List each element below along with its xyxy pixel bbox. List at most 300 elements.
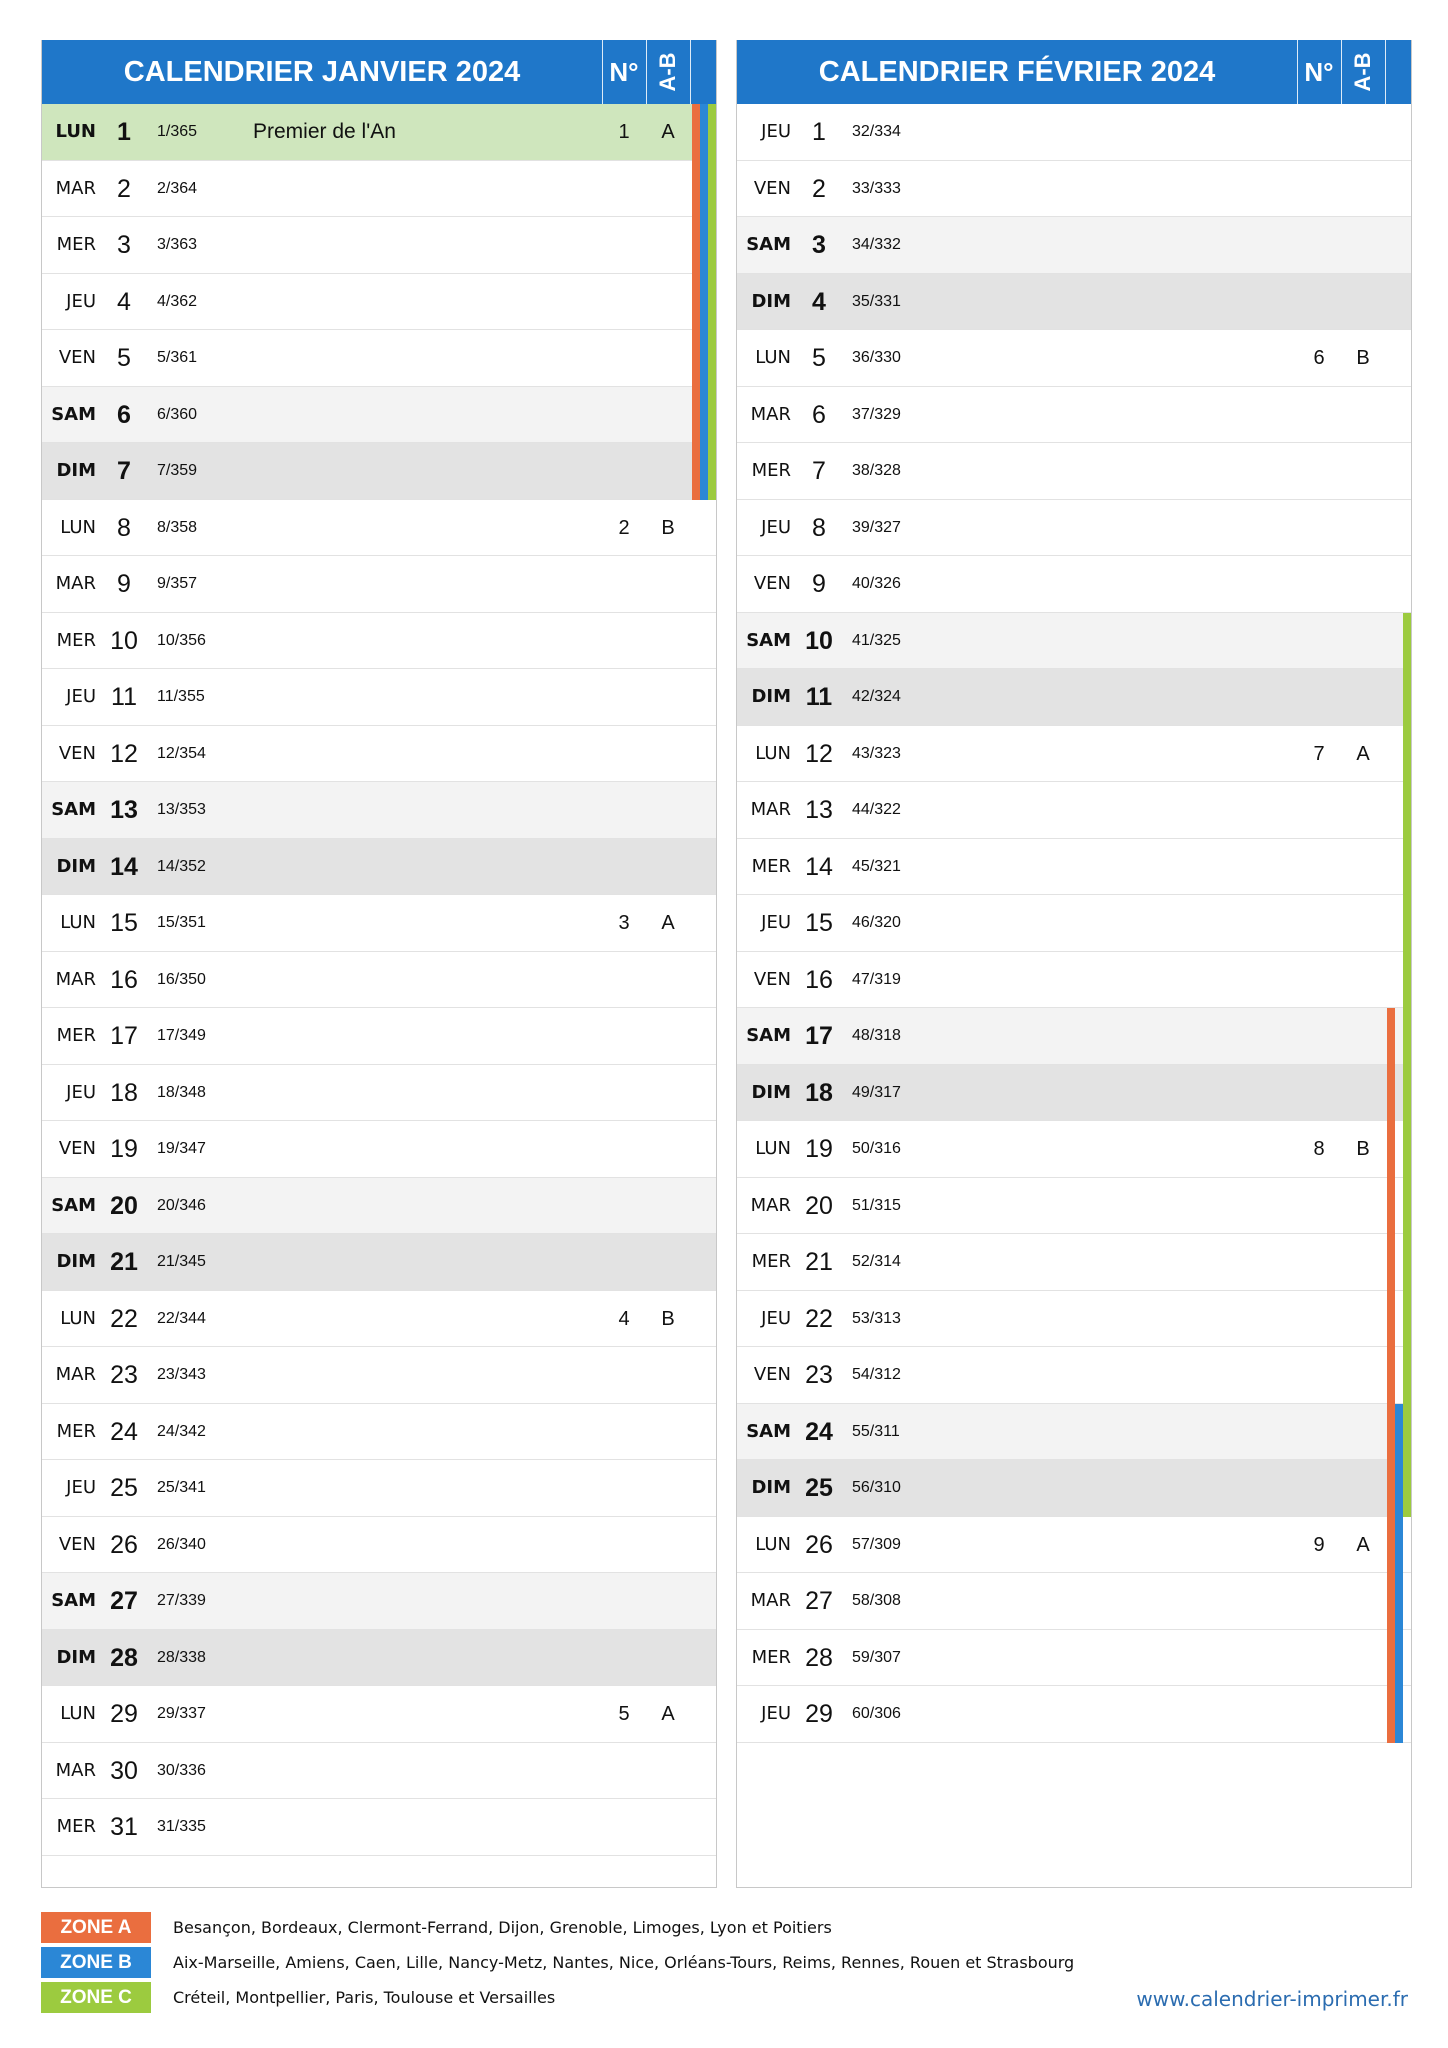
day-row bbox=[42, 1517, 716, 1574]
day-of-week: LUN bbox=[55, 121, 96, 142]
day-of-week: MAR bbox=[55, 573, 96, 594]
day-number: 30 bbox=[110, 1756, 138, 1785]
school-holiday-zone-a-bar bbox=[692, 274, 700, 331]
day-of-week: MER bbox=[56, 629, 96, 651]
day-number: 14 bbox=[805, 852, 833, 881]
week-ab: A bbox=[661, 1703, 675, 1725]
day-of-year: 43/323 bbox=[852, 744, 901, 762]
week-number: 2 bbox=[618, 516, 630, 539]
day-of-week: MER bbox=[751, 1251, 791, 1272]
day-of-year: 58/308 bbox=[852, 1592, 901, 1609]
day-row bbox=[42, 1121, 716, 1178]
day-of-year: 47/319 bbox=[852, 970, 901, 988]
school-holiday-zone-c-bar bbox=[1403, 1121, 1411, 1178]
week-ab: A bbox=[1356, 1533, 1370, 1556]
day-of-week: DIM bbox=[56, 1646, 96, 1668]
day-number: 25 bbox=[805, 1474, 833, 1502]
day-number: 27 bbox=[805, 1587, 833, 1615]
zone-b-cities: Aix-Marseille, Amiens, Caen, Lille, Nancy-Metz, Nantes, Nice, Orléans-Tours, Reims, Rennes, Rouen et Strasbourg bbox=[173, 1953, 1075, 1972]
day-of-year: 8/358 bbox=[157, 518, 198, 536]
day-of-year: 37/329 bbox=[852, 405, 901, 423]
zone-a-label: ZONE A bbox=[41, 1912, 151, 1943]
day-number: 15 bbox=[110, 909, 138, 937]
day-row bbox=[42, 500, 716, 557]
day-of-year: 23/343 bbox=[157, 1366, 206, 1383]
day-row bbox=[737, 330, 1411, 387]
day-of-week: DIM bbox=[56, 855, 96, 877]
day-row bbox=[737, 895, 1411, 952]
day-of-year: 18/348 bbox=[157, 1083, 206, 1101]
day-number: 23 bbox=[110, 1361, 138, 1389]
zone-a-cities: Besançon, Bordeaux, Clermont-Ferrand, Dijon, Grenoble, Limoges, Lyon et Poitiers bbox=[173, 1918, 832, 1937]
day-rows bbox=[737, 104, 1411, 1743]
day-of-year: 17/349 bbox=[157, 1027, 206, 1044]
day-number: 7 bbox=[117, 457, 131, 485]
school-holiday-zone-c-bar bbox=[1403, 1178, 1411, 1235]
day-number: 5 bbox=[117, 344, 131, 372]
day-of-week: MER bbox=[56, 1025, 96, 1046]
day-of-week: LUN bbox=[755, 1533, 791, 1555]
day-of-week: JEU bbox=[66, 1081, 96, 1103]
day-row bbox=[737, 1460, 1411, 1517]
school-holiday-zone-a-bar bbox=[1387, 1404, 1395, 1461]
day-of-week: LUN bbox=[60, 516, 96, 538]
day-of-year: 56/310 bbox=[852, 1479, 901, 1496]
day-number: 8 bbox=[117, 513, 131, 542]
week-number-header: N° bbox=[1304, 57, 1334, 87]
school-holiday-zone-b-bar bbox=[1395, 1573, 1403, 1630]
day-of-week: SAM bbox=[746, 1025, 791, 1046]
calendar-january bbox=[41, 40, 717, 1888]
day-of-week: SAM bbox=[746, 1420, 791, 1442]
day-row bbox=[737, 1234, 1411, 1291]
day-of-year: 28/338 bbox=[157, 1648, 206, 1666]
day-row bbox=[737, 1065, 1411, 1122]
week-number: 1 bbox=[618, 121, 630, 143]
week-ab: B bbox=[661, 1307, 675, 1330]
day-row bbox=[737, 500, 1411, 557]
day-row bbox=[737, 1517, 1411, 1574]
week-ab: B bbox=[1356, 1138, 1370, 1160]
day-row bbox=[737, 1008, 1411, 1065]
day-of-week: JEU bbox=[66, 290, 96, 312]
day-row bbox=[42, 104, 716, 161]
day-number: 2 bbox=[117, 174, 131, 203]
day-row bbox=[737, 669, 1411, 726]
day-of-year: 33/333 bbox=[852, 179, 901, 197]
day-row bbox=[737, 726, 1411, 783]
day-of-year: 16/350 bbox=[157, 970, 206, 988]
day-of-week: SAM bbox=[51, 403, 96, 425]
day-row bbox=[737, 1178, 1411, 1235]
calendar-header bbox=[42, 40, 716, 104]
day-of-week: MER bbox=[751, 460, 791, 481]
day-row bbox=[737, 839, 1411, 896]
header-divider bbox=[1385, 40, 1386, 104]
school-holiday-zone-c-bar bbox=[1403, 895, 1411, 952]
school-holiday-zone-c-bar bbox=[1403, 839, 1411, 896]
day-row bbox=[42, 726, 716, 783]
day-row bbox=[737, 161, 1411, 218]
school-holiday-zone-a-bar bbox=[692, 330, 700, 387]
school-holiday-zone-c-bar bbox=[1403, 726, 1411, 783]
day-row bbox=[42, 1799, 716, 1856]
day-row bbox=[42, 1686, 716, 1743]
day-of-year: 34/332 bbox=[852, 236, 901, 253]
day-number: 24 bbox=[110, 1417, 138, 1446]
day-of-week: MER bbox=[56, 1420, 96, 1442]
day-number: 18 bbox=[805, 1078, 833, 1107]
day-number: 25 bbox=[110, 1474, 138, 1502]
day-number: 7 bbox=[812, 457, 826, 485]
day-number: 19 bbox=[805, 1135, 833, 1163]
day-of-year: 19/347 bbox=[157, 1140, 206, 1157]
day-of-year: 11/355 bbox=[157, 688, 205, 705]
day-of-year: 50/316 bbox=[852, 1140, 901, 1157]
day-of-week: LUN bbox=[755, 1138, 791, 1159]
week-number: 6 bbox=[1313, 347, 1325, 369]
school-holiday-zone-c-bar bbox=[708, 217, 716, 274]
school-holiday-zone-c-bar bbox=[1403, 1291, 1411, 1348]
day-of-week: LUN bbox=[60, 1703, 96, 1724]
day-of-year: 52/314 bbox=[852, 1253, 901, 1270]
school-holiday-zone-c-bar bbox=[708, 104, 716, 161]
day-of-year: 35/331 bbox=[852, 292, 901, 310]
school-holiday-zone-c-bar bbox=[708, 387, 716, 444]
day-number: 21 bbox=[805, 1248, 833, 1276]
day-of-year: 5/361 bbox=[157, 349, 198, 366]
school-holiday-zone-a-bar bbox=[1387, 1008, 1395, 1065]
day-number: 29 bbox=[110, 1700, 138, 1728]
day-row bbox=[42, 556, 716, 613]
school-holiday-zone-c-bar bbox=[1403, 1234, 1411, 1291]
day-of-week: VEN bbox=[58, 347, 96, 368]
day-of-year: 29/337 bbox=[157, 1705, 206, 1722]
school-holiday-zone-a-bar bbox=[1387, 1347, 1395, 1404]
day-row bbox=[42, 1008, 716, 1065]
school-holiday-zone-c-bar bbox=[708, 330, 716, 387]
school-holiday-zone-c-bar bbox=[1403, 1008, 1411, 1065]
day-of-year: 48/318 bbox=[852, 1027, 901, 1044]
day-of-year: 4/362 bbox=[157, 292, 198, 310]
school-holiday-zone-c-bar bbox=[1403, 1065, 1411, 1122]
zone-c-cities: Créteil, Montpellier, Paris, Toulouse et Versailles bbox=[173, 1988, 556, 2007]
day-row bbox=[42, 1404, 716, 1461]
day-of-week: MAR bbox=[750, 1194, 791, 1216]
day-row bbox=[737, 1630, 1411, 1687]
day-row bbox=[42, 274, 716, 331]
day-number: 17 bbox=[110, 1022, 138, 1050]
school-holiday-zone-a-bar bbox=[1387, 1517, 1395, 1574]
school-holiday-zone-b-bar bbox=[700, 104, 708, 161]
day-row bbox=[42, 1460, 716, 1517]
school-holiday-zone-b-bar bbox=[700, 274, 708, 331]
day-of-week: MER bbox=[56, 1816, 96, 1837]
day-number: 1 bbox=[117, 118, 131, 146]
day-of-year: 26/340 bbox=[157, 1535, 206, 1553]
holiday-name: Premier de l'An bbox=[253, 120, 396, 143]
day-of-week: MER bbox=[751, 1646, 791, 1668]
day-row bbox=[42, 669, 716, 726]
day-of-year: 6/360 bbox=[157, 405, 198, 423]
day-of-year: 36/330 bbox=[852, 349, 901, 366]
day-number: 24 bbox=[805, 1417, 833, 1446]
day-of-year: 59/307 bbox=[852, 1648, 901, 1666]
day-of-week: VEN bbox=[58, 742, 96, 764]
day-row bbox=[42, 217, 716, 274]
day-number: 13 bbox=[805, 796, 833, 824]
day-number: 10 bbox=[110, 626, 138, 655]
day-row bbox=[42, 839, 716, 896]
day-row bbox=[737, 613, 1411, 670]
week-ab-header: A-B bbox=[1350, 52, 1375, 92]
day-number: 27 bbox=[110, 1587, 138, 1615]
day-row bbox=[42, 443, 716, 500]
day-number: 6 bbox=[117, 400, 131, 429]
week-number: 3 bbox=[618, 912, 630, 934]
day-row bbox=[42, 161, 716, 218]
day-of-week: MAR bbox=[55, 177, 96, 199]
day-number: 9 bbox=[117, 570, 131, 598]
day-of-week: LUN bbox=[755, 347, 791, 368]
day-number: 16 bbox=[805, 965, 833, 994]
day-of-year: 49/317 bbox=[852, 1083, 901, 1101]
school-holiday-zone-c-bar bbox=[1403, 613, 1411, 670]
school-holiday-zone-c-bar bbox=[1403, 1460, 1411, 1517]
zone-b-label: ZONE B bbox=[41, 1947, 151, 1978]
day-of-year: 42/324 bbox=[852, 688, 901, 705]
school-holiday-zone-c-bar bbox=[1403, 952, 1411, 1009]
day-row bbox=[42, 1065, 716, 1122]
day-of-year: 21/345 bbox=[157, 1253, 206, 1270]
day-row bbox=[737, 1573, 1411, 1630]
day-row bbox=[737, 387, 1411, 444]
school-holiday-zone-c-bar bbox=[1403, 782, 1411, 839]
day-row bbox=[737, 952, 1411, 1009]
day-of-year: 30/336 bbox=[157, 1761, 206, 1779]
day-of-year: 39/327 bbox=[852, 518, 901, 536]
day-number: 5 bbox=[812, 344, 826, 372]
school-holiday-zone-a-bar bbox=[692, 217, 700, 274]
day-of-week: MAR bbox=[55, 968, 96, 990]
day-of-week: MAR bbox=[55, 1364, 96, 1385]
header-divider bbox=[690, 40, 691, 104]
day-of-week: SAM bbox=[746, 629, 791, 651]
day-of-year: 3/363 bbox=[157, 236, 198, 253]
school-holiday-zone-a-bar bbox=[1387, 1291, 1395, 1348]
day-row bbox=[737, 1121, 1411, 1178]
day-of-week: DIM bbox=[751, 1477, 791, 1498]
day-of-week: SAM bbox=[51, 1194, 96, 1216]
day-of-week: MAR bbox=[750, 1590, 791, 1611]
day-of-week: JEU bbox=[761, 121, 791, 142]
day-of-year: 51/315 bbox=[852, 1196, 901, 1214]
day-number: 15 bbox=[805, 909, 833, 937]
day-row bbox=[737, 104, 1411, 161]
day-of-year: 31/335 bbox=[157, 1818, 206, 1835]
day-of-year: 41/325 bbox=[852, 631, 901, 649]
day-of-year: 22/344 bbox=[157, 1309, 206, 1327]
day-number: 2 bbox=[812, 174, 826, 203]
day-of-year: 10/356 bbox=[157, 631, 206, 649]
school-holiday-zone-a-bar bbox=[692, 161, 700, 218]
day-of-year: 53/313 bbox=[852, 1309, 901, 1327]
day-row bbox=[737, 217, 1411, 274]
week-ab: B bbox=[661, 516, 675, 539]
day-number: 21 bbox=[110, 1248, 138, 1276]
day-of-week: VEN bbox=[753, 968, 791, 990]
day-of-week: JEU bbox=[761, 516, 791, 538]
day-of-week: JEU bbox=[66, 1477, 96, 1498]
week-number: 4 bbox=[618, 1307, 630, 1330]
school-holiday-zone-b-bar bbox=[1395, 1460, 1403, 1517]
day-number: 17 bbox=[805, 1022, 833, 1050]
day-of-week: DIM bbox=[751, 1081, 791, 1103]
day-number: 4 bbox=[812, 287, 826, 316]
day-of-year: 45/321 bbox=[852, 857, 901, 875]
day-row bbox=[42, 387, 716, 444]
day-number: 6 bbox=[812, 400, 826, 429]
day-of-week: MER bbox=[751, 855, 791, 877]
day-number: 11 bbox=[805, 683, 833, 711]
day-rows bbox=[42, 104, 716, 1856]
school-holiday-zone-a-bar bbox=[1387, 1460, 1395, 1517]
day-of-year: 12/354 bbox=[157, 744, 206, 762]
school-holiday-zone-c-bar bbox=[1403, 1347, 1411, 1404]
school-holiday-zone-a-bar bbox=[1387, 1178, 1395, 1235]
day-of-year: 24/342 bbox=[157, 1422, 206, 1440]
website-link[interactable]: www.calendrier-imprimer.fr bbox=[1136, 1987, 1408, 2011]
day-of-week: VEN bbox=[753, 177, 791, 199]
day-number: 28 bbox=[110, 1643, 138, 1672]
day-of-year: 32/334 bbox=[852, 123, 901, 140]
school-holiday-zone-b-bar bbox=[700, 217, 708, 274]
calendar-header bbox=[737, 40, 1411, 104]
week-ab: A bbox=[661, 121, 675, 143]
day-of-week: DIM bbox=[751, 290, 791, 312]
school-holiday-zone-b-bar bbox=[700, 443, 708, 500]
school-holiday-zone-a-bar bbox=[692, 443, 700, 500]
school-holiday-zone-b-bar bbox=[1395, 1686, 1403, 1743]
day-number: 11 bbox=[111, 683, 137, 711]
school-holiday-zone-a-bar bbox=[692, 104, 700, 161]
day-of-year: 46/320 bbox=[852, 914, 901, 931]
day-of-week: MER bbox=[56, 234, 96, 255]
day-number: 9 bbox=[812, 570, 826, 598]
day-number: 13 bbox=[110, 796, 138, 824]
day-of-year: 9/357 bbox=[157, 575, 198, 592]
day-of-week: DIM bbox=[56, 1251, 96, 1272]
week-ab: A bbox=[1356, 742, 1370, 765]
day-of-week: JEU bbox=[761, 1703, 791, 1724]
school-holiday-zone-c-bar bbox=[1403, 669, 1411, 726]
day-number: 3 bbox=[117, 231, 131, 259]
day-of-year: 60/306 bbox=[852, 1705, 901, 1722]
day-of-week: LUN bbox=[60, 912, 96, 933]
calendar-title: CALENDRIER FÉVRIER 2024 bbox=[818, 56, 1216, 88]
day-of-year: 15/351 bbox=[157, 914, 206, 931]
day-of-week: JEU bbox=[761, 912, 791, 933]
day-row bbox=[42, 1630, 716, 1687]
day-of-week: MAR bbox=[750, 799, 791, 820]
day-row bbox=[42, 1573, 716, 1630]
day-row bbox=[42, 1178, 716, 1235]
day-row bbox=[42, 330, 716, 387]
week-ab: B bbox=[1356, 347, 1370, 369]
day-number: 26 bbox=[110, 1530, 138, 1559]
day-of-week: VEN bbox=[58, 1533, 96, 1555]
school-holiday-zone-b-bar bbox=[1395, 1630, 1403, 1687]
day-of-year: 2/364 bbox=[157, 179, 198, 197]
day-of-week: MAR bbox=[750, 403, 791, 425]
school-holiday-zone-a-bar bbox=[1387, 1630, 1395, 1687]
day-of-week: JEU bbox=[66, 686, 96, 707]
week-number: 9 bbox=[1313, 1533, 1325, 1556]
day-of-week: VEN bbox=[58, 1138, 96, 1159]
school-holiday-zone-b-bar bbox=[1395, 1517, 1403, 1574]
school-holiday-zone-a-bar bbox=[692, 387, 700, 444]
day-number: 14 bbox=[110, 852, 138, 881]
school-holiday-zone-c-bar bbox=[708, 161, 716, 218]
day-of-week: JEU bbox=[761, 1307, 791, 1329]
day-row bbox=[42, 1234, 716, 1291]
day-number: 29 bbox=[805, 1700, 833, 1728]
day-row bbox=[737, 1291, 1411, 1348]
day-row bbox=[737, 1404, 1411, 1461]
week-number: 7 bbox=[1313, 742, 1325, 765]
day-number: 20 bbox=[805, 1191, 833, 1220]
week-number: 8 bbox=[1313, 1138, 1325, 1160]
school-holiday-zone-a-bar bbox=[1387, 1686, 1395, 1743]
day-number: 20 bbox=[110, 1191, 138, 1220]
day-number: 18 bbox=[110, 1078, 138, 1107]
day-of-year: 57/309 bbox=[852, 1535, 901, 1553]
day-row bbox=[737, 443, 1411, 500]
day-of-year: 44/322 bbox=[852, 801, 901, 818]
day-number: 4 bbox=[117, 287, 131, 316]
day-number: 23 bbox=[805, 1361, 833, 1389]
day-of-week: MAR bbox=[55, 1759, 96, 1781]
day-of-year: 55/311 bbox=[852, 1422, 900, 1440]
day-number: 19 bbox=[110, 1135, 138, 1163]
day-of-year: 27/339 bbox=[157, 1592, 206, 1609]
day-of-week: LUN bbox=[60, 1307, 96, 1329]
day-row bbox=[737, 556, 1411, 613]
day-of-year: 54/312 bbox=[852, 1366, 901, 1383]
calendar-title: CALENDRIER JANVIER 2024 bbox=[123, 56, 521, 88]
day-of-year: 13/353 bbox=[157, 801, 206, 818]
school-holiday-zone-a-bar bbox=[1387, 1234, 1395, 1291]
day-of-year: 1/365 bbox=[157, 123, 198, 140]
day-number: 28 bbox=[805, 1643, 833, 1672]
day-of-week: DIM bbox=[751, 686, 791, 707]
day-row bbox=[737, 1347, 1411, 1404]
calendar-february bbox=[736, 40, 1412, 1888]
day-number: 31 bbox=[110, 1813, 138, 1841]
day-of-week: SAM bbox=[746, 234, 791, 255]
week-ab: A bbox=[661, 912, 675, 934]
day-of-year: 20/346 bbox=[157, 1196, 206, 1214]
day-number: 1 bbox=[812, 118, 826, 146]
day-row bbox=[737, 274, 1411, 331]
day-row bbox=[42, 952, 716, 1009]
day-of-week: VEN bbox=[753, 573, 791, 594]
day-number: 16 bbox=[110, 965, 138, 994]
day-number: 3 bbox=[812, 231, 826, 259]
school-holiday-zone-a-bar bbox=[1387, 1065, 1395, 1122]
school-holiday-zone-c-bar bbox=[1403, 1404, 1411, 1461]
week-ab-header: A-B bbox=[655, 52, 680, 92]
